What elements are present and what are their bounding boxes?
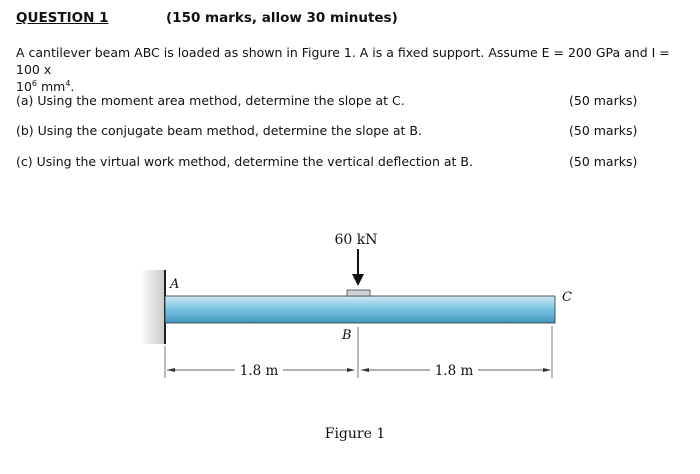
part-b-marks: (50 marks): [569, 123, 638, 138]
intro-exponent-4: 4: [65, 78, 71, 88]
bearing-plate: [347, 290, 370, 296]
part-a-text: (a) Using the moment area method, determine the slope at C.: [16, 93, 405, 108]
point-a-label: A: [170, 277, 180, 292]
intro-base: 10: [16, 79, 32, 94]
dim-arrow-icon: [167, 368, 175, 372]
dim-arrow-icon: [347, 368, 355, 372]
intro-exponent-6: 6: [31, 78, 37, 88]
beam-figure: [140, 222, 580, 397]
beam: [165, 296, 555, 323]
intro-text: A cantilever beam ABC is loaded as shown in Figure 1. A is a fixed support. Assume E = 200 GPa and I = 100 x: [16, 45, 670, 77]
dimension-1-label: 1.8 m: [239, 363, 279, 379]
wall-shading: [140, 270, 165, 344]
question-marks: (150 marks, allow 30 minutes): [166, 10, 398, 26]
load-arrow-icon: [352, 274, 364, 286]
dimension-2-label: 1.8 m: [434, 363, 474, 379]
point-b-label: B: [342, 328, 352, 343]
figure-caption: Figure 1: [324, 426, 386, 442]
part-c-marks: (50 marks): [569, 154, 638, 169]
question-intro: [16, 44, 692, 95]
question-header: [16, 10, 398, 26]
dim-arrow-icon: [543, 368, 551, 372]
part-a-marks: (50 marks): [569, 93, 638, 108]
load-label: 60 kN: [334, 232, 378, 248]
intro-end: .: [70, 79, 75, 94]
intro-unit: mm: [37, 79, 66, 94]
point-c-label: C: [562, 290, 572, 305]
part-b-text: (b) Using the conjugate beam method, determine the slope at B.: [16, 123, 422, 138]
question-title: QUESTION 1: [16, 10, 109, 26]
dim-arrow-icon: [361, 368, 369, 372]
part-c-text: (c) Using the virtual work method, determine the vertical deflection at B.: [16, 154, 473, 169]
